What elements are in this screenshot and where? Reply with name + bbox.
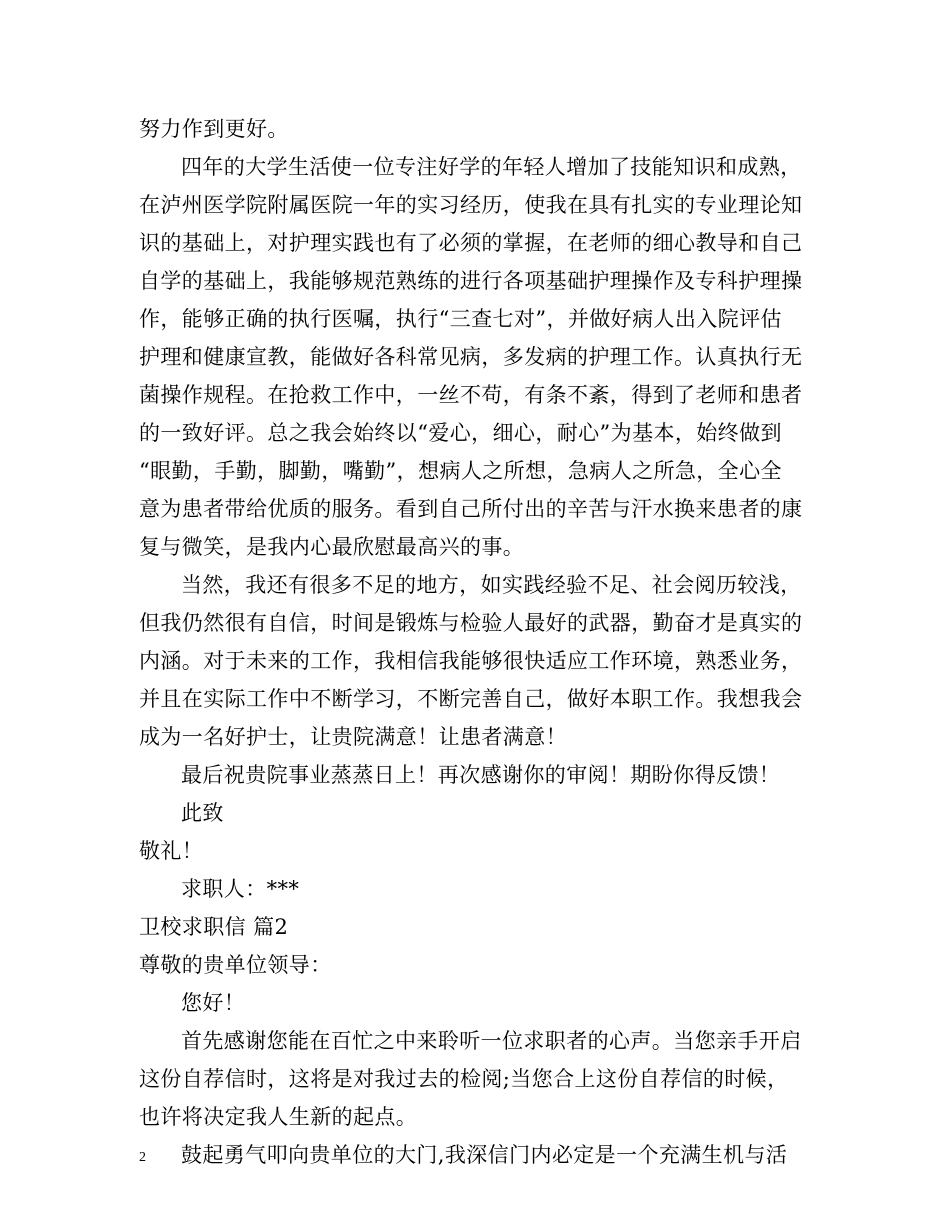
text-line: 并且在实际工作中不断学习，不断完善自己，做好本职工作。我想我会: [139, 687, 803, 711]
section-heading: 卫校求职信 篇2: [139, 915, 289, 939]
text-line: 努力作到更好。: [139, 117, 289, 141]
text-line: 但我仍然很有自信，时间是锻炼与检验人最好的武器，勤奋才是真实的: [139, 611, 803, 635]
text-line: 首先感谢您能在百忙之中来聆听一位求职者的心声。当您亲手开启: [181, 1029, 802, 1053]
text-line: 也许将决定我人生新的起点。: [139, 1105, 418, 1129]
text-line: 求职人：***: [181, 877, 300, 901]
text-line: 这份自荐信时，这将是对我过去的检阅;当您合上这份自荐信的时候，: [139, 1067, 789, 1091]
text-line: 内涵。对于未来的工作，我相信我能够很快适应工作环境，熟悉业务，: [139, 649, 803, 673]
text-line: 成为一名好护士，让贵院满意！让患者满意！: [139, 725, 567, 749]
text-line: 此致: [181, 801, 224, 825]
text-line: 识的基础上，对护理实践也有了必须的掌握，在老师的细心教导和自己: [139, 231, 803, 255]
text-line: 意为患者带给优质的服务。看到自己所付出的辛苦与汗水换来患者的康: [139, 497, 803, 521]
text-line: 护理和健康宣教，能做好各科常见病，多发病的护理工作。认真执行无: [139, 345, 803, 369]
text-line: 尊敬的贵单位领导：: [139, 953, 332, 977]
text-line: 复与微笑，是我内心最欣慰最高兴的事。: [139, 535, 525, 559]
text-line: 最后祝贵院事业蒸蒸日上！再次感谢你的审阅！期盼你得反馈！: [181, 763, 781, 787]
text-line: 四年的大学生活使一位专注好学的年轻人增加了技能知识和成熟，: [181, 155, 802, 179]
text-line: 当然，我还有很多不足的地方，如实践经验不足、社会阅历较浅，: [181, 573, 802, 597]
text-line: “眼勤，手勤，脚勤，嘴勤”，想病人之所想，急病人之所急，全心全: [139, 459, 782, 483]
text-line: 的一致好评。总之我会始终以“爱心，细心，耐心”为基本，始终做到: [139, 421, 782, 445]
page-number: 2: [139, 1150, 146, 1165]
text-line: 敬礼！: [139, 839, 204, 863]
text-line: 您好！: [181, 991, 246, 1015]
text-line: 菌操作规程。在抢救工作中，一丝不苟，有条不紊，得到了老师和患者: [139, 383, 803, 407]
text-line: 在泸州医学院附属医院一年的实习经历，使我在具有扎实的专业理论知: [139, 193, 803, 217]
text-line: 鼓起勇气叩向贵单位的大门,我深信门内必定是一个充满生机与活: [181, 1143, 788, 1167]
text-line: 自学的基础上，我能够规范熟练的进行各项基础护理操作及专科护理操: [139, 269, 803, 293]
text-line: 作，能够正确的执行医嘱，执行“三查七对”，并做好病人出入院评估: [139, 307, 782, 331]
